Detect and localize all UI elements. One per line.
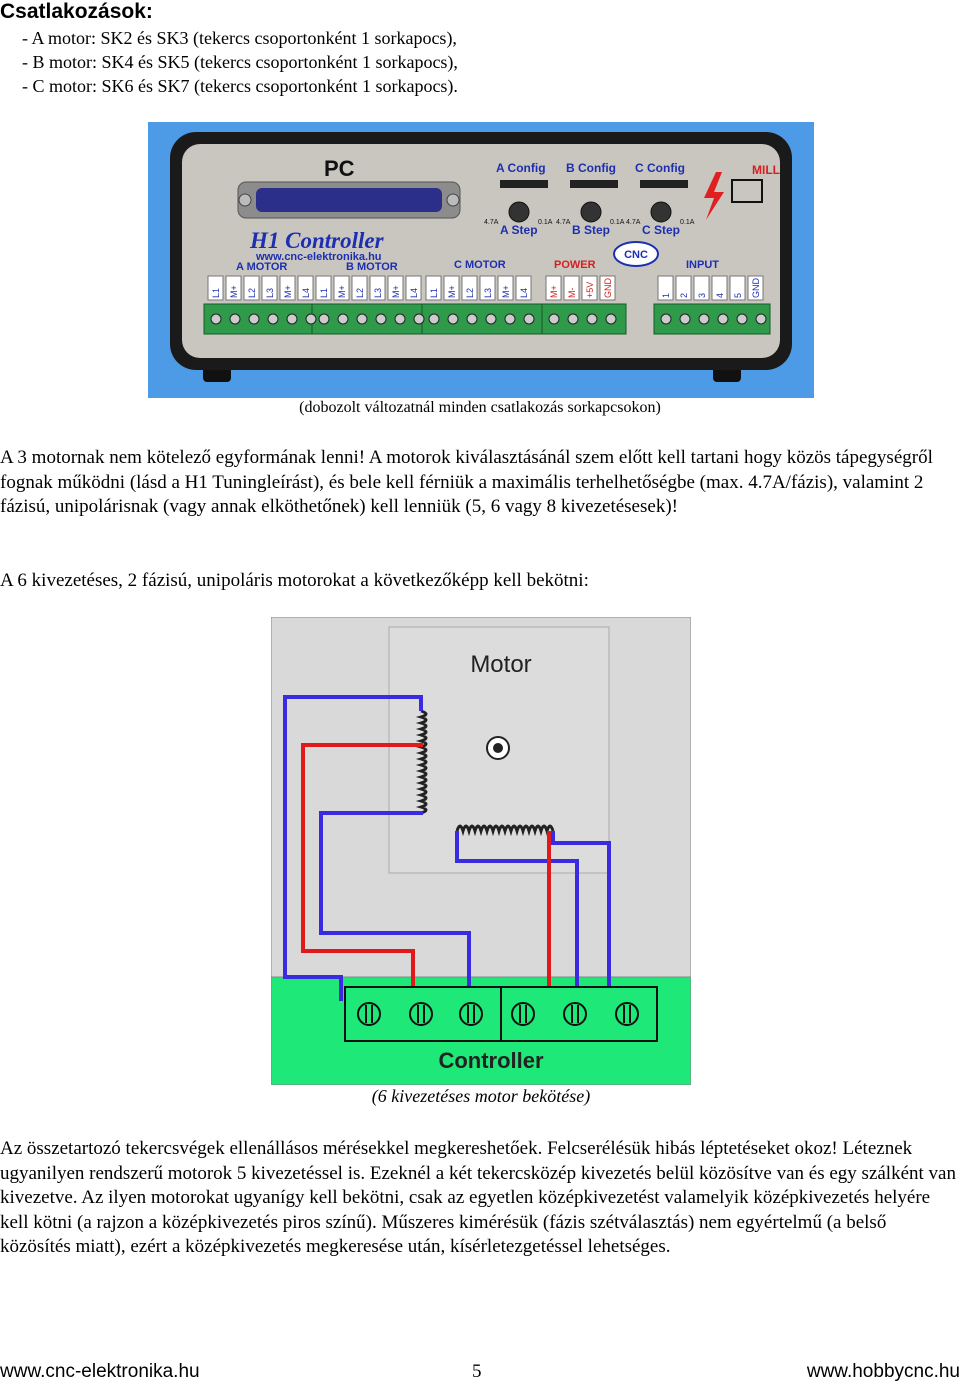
pin-label: L1 — [429, 287, 439, 298]
c-config-label: C Config — [635, 161, 685, 175]
pin-label: L4 — [519, 287, 529, 298]
list-item: - A motor: SK2 és SK3 (tekercs csoportonként 1 sorkapocs), — [22, 28, 457, 48]
pin-label-groups — [208, 276, 763, 300]
pin-label: L1 — [211, 287, 221, 298]
pin-label: 1 — [661, 292, 671, 298]
pin-label: M+ — [283, 285, 293, 298]
section-heading: Csatlakozások: — [0, 0, 153, 23]
paragraph-notes: Az összetartozó tekercsvégek ellenállásos mérésekkel megkereshetőek. Felcserélésük hibás léptetéseket okoz! Léteznek ugyanilyen rendszerű motorok 5 kivezetéssel is. Ezeknél a két tekercsközép kivezetés belül közösítve van és egy szálként van kivezetve. Az ilyen motorokat ugyanígy kell bekötni, csak az egyetlen középkivezetést valamelyik középkivezetés helyére kell kötni (a rajzon a középkivezetés piros színű). Műszeres kimérésük (fázis szétválasztás) nem egyértelmű (a belső közösítés miatt), ezért a középkivezetés megkeresése után, kísérletezgetéssel lehetséges. — [0, 1138, 956, 1257]
pin-label: M+ — [447, 285, 457, 298]
a-motor-label: A MOTOR — [236, 261, 288, 273]
pin-label: 4 — [715, 292, 725, 298]
pin-label: L2 — [355, 287, 365, 298]
svg-text:0.1A: 0.1A — [610, 219, 625, 226]
photo-caption: (dobozolt változatnál minden csatlakozás sorkapcsokon) — [299, 399, 661, 416]
c-step-label: C Step — [642, 223, 681, 237]
pc-label: PC — [324, 156, 355, 181]
b-motor-label: B MOTOR — [346, 261, 398, 273]
h1-logo: H1 Controller — [250, 228, 384, 253]
page-number: 5 — [472, 1361, 482, 1382]
footer-right-url: www.hobbycnc.hu — [806, 1361, 960, 1382]
footer-left-url: www.cnc-elektronika.hu — [0, 1361, 200, 1382]
motor-label: Motor — [470, 651, 532, 678]
pin-label: M+ — [391, 285, 401, 298]
list-item: - C motor: SK6 és SK7 (tekercs csoportonként 1 sorkapocs). — [22, 76, 458, 96]
pin-label: M+ — [337, 285, 347, 298]
list-item: - B motor: SK4 és SK5 (tekercs csoportonként 1 sorkapocs), — [22, 52, 458, 72]
wiring-diagram — [271, 617, 691, 1085]
pin-label: GND — [603, 278, 613, 298]
pin-label: GND — [751, 278, 761, 298]
paragraph-motor-requirements: A 3 motornak nem kötelező egyformának lenni! A motorok kiválasztásánál szem előtt kell tartani hogy közös tápegységről fognak működni (lásd a H1 Tuningleírást), és bele kell férniük a maximális terhelhetőségbe (max. 4.7A/fázis), valamint 2 fázisú, unipolárisnak (vagy annak elköthetőnek) kell lenniük (5, 6 vagy 8 kivezetésesek)! — [0, 447, 933, 517]
a-config-label: A Config — [496, 161, 546, 175]
svg-text:4.7A: 4.7A — [484, 219, 499, 226]
pin-label: M+ — [549, 285, 559, 298]
pin-label: +5V — [585, 281, 595, 298]
pin-label: L4 — [301, 287, 311, 298]
pin-label: L3 — [265, 287, 275, 298]
pin-label: L3 — [373, 287, 383, 298]
b-config-label: B Config — [566, 161, 616, 175]
controller-label: Controller — [438, 1048, 544, 1073]
pin-label: L3 — [483, 287, 493, 298]
diagram-caption: (6 kivezetéses motor bekötése) — [371, 1086, 591, 1106]
a-step-label: A Step — [500, 223, 538, 237]
pin-label: L4 — [409, 287, 419, 298]
pin-label: 5 — [733, 292, 743, 298]
mill-label: MILL — [752, 163, 780, 177]
svg-text:0.1A: 0.1A — [538, 219, 553, 226]
c-motor-label: C MOTOR — [454, 259, 506, 271]
pin-label: M+ — [229, 285, 239, 298]
pin-label: M+ — [501, 285, 511, 298]
pin-label: L1 — [319, 287, 329, 298]
pin-label: 3 — [697, 292, 707, 298]
input-label: INPUT — [686, 259, 719, 271]
pin-label: L2 — [247, 287, 257, 298]
photo-url: www.cnc-elektronika.hu — [256, 251, 382, 263]
paragraph-wiring-intro: A 6 kivezetéses, 2 fázisú, unipoláris motorokat a következőképp kell bekötni: — [0, 570, 589, 591]
controller-photo — [148, 122, 814, 398]
svg-text:4.7A: 4.7A — [626, 219, 641, 226]
pin-label: L2 — [465, 287, 475, 298]
svg-text:4.7A: 4.7A — [556, 219, 571, 226]
connection-list — [22, 26, 458, 98]
cnc-badge: CNC — [624, 249, 648, 261]
power-label: POWER — [554, 259, 596, 271]
svg-text:0.1A: 0.1A — [680, 219, 695, 226]
pin-label: 2 — [679, 292, 689, 298]
b-step-label: B Step — [572, 223, 611, 237]
pin-label: M- — [567, 287, 577, 298]
